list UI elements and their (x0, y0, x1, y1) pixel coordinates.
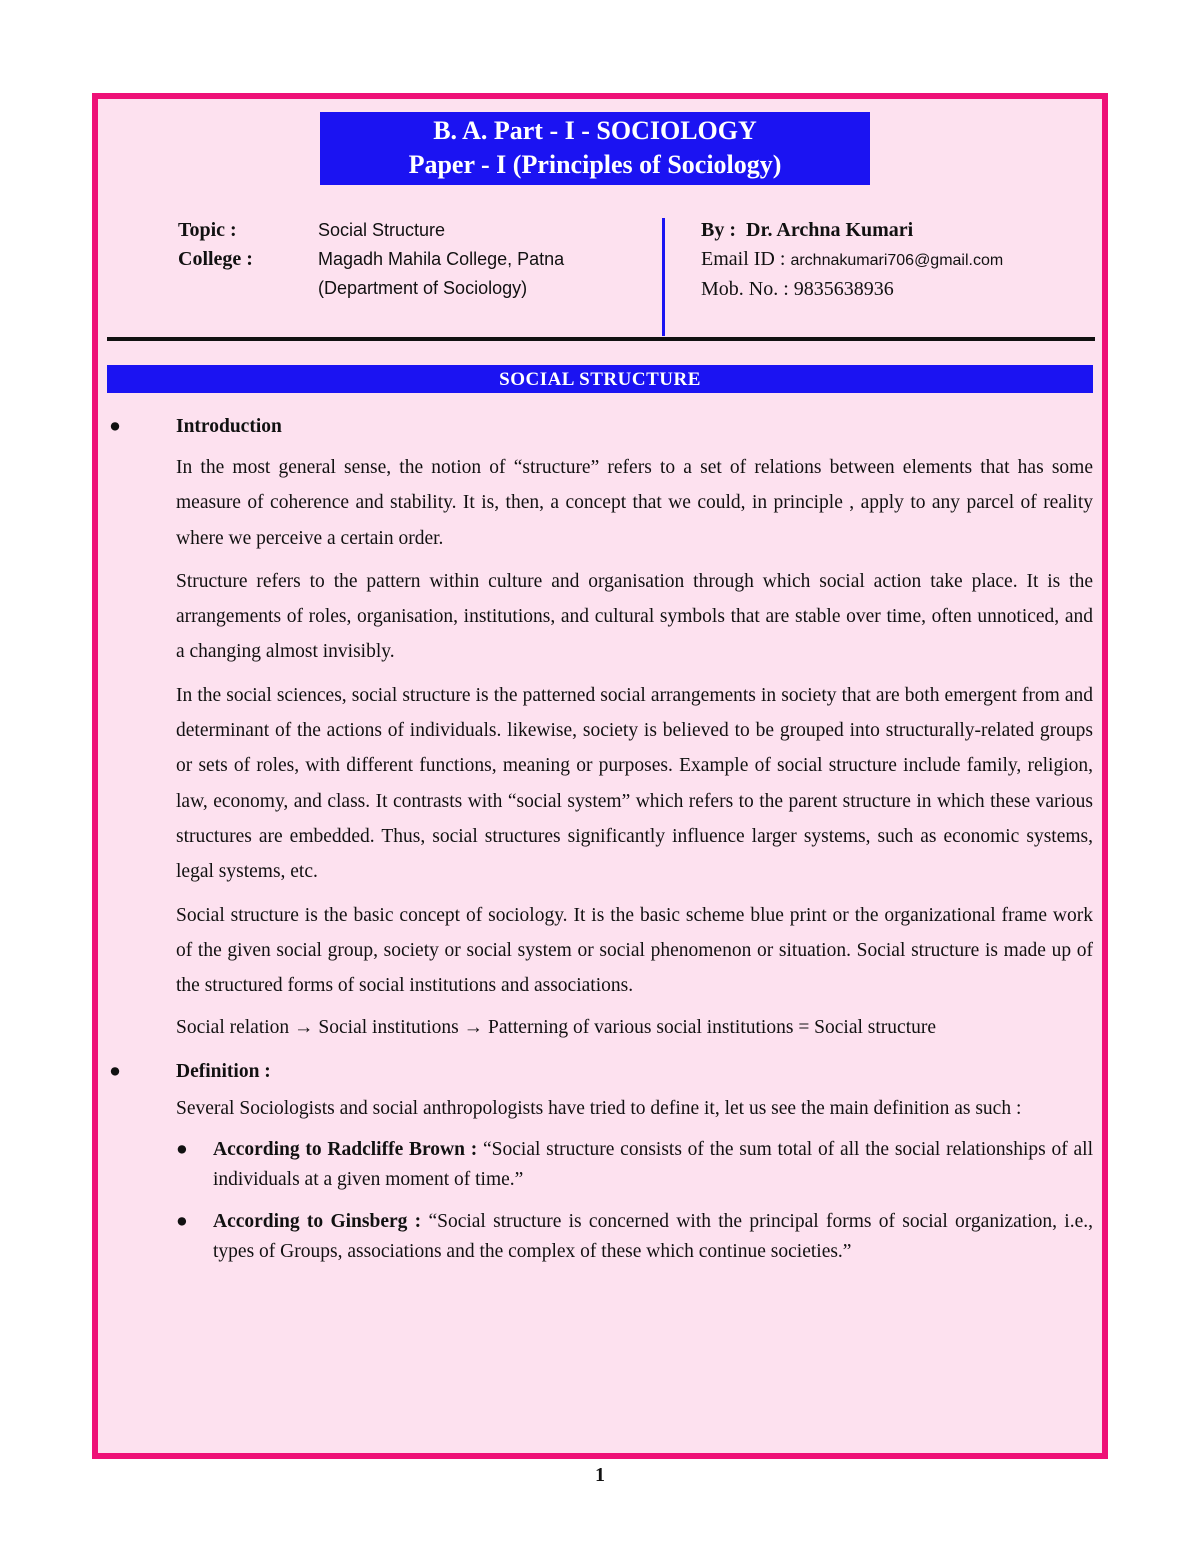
college-label: College : (178, 248, 253, 270)
definition-author: According to Radcliffe Brown : (213, 1139, 478, 1161)
introduction-heading (105, 412, 1093, 442)
definition-author: According to Ginsberg : (213, 1211, 422, 1233)
structure-flow: Social relation → Social institutions → Patterning of various social institutions = Social structure (176, 1017, 937, 1039)
by-label: By : (701, 219, 736, 241)
course-title: B. A. Part - I - SOCIOLOGY (433, 116, 757, 145)
meta-values (318, 216, 564, 303)
document-body (105, 412, 1093, 1267)
paragraph: In the social sciences, social structure is the patterned social arrangements in society that are both emergent from and determinant of the actions of individuals. likewise, society is believed to be grouped into structurally-related groups or sets of roles, with different functions, meaning or purposes. Example of social structure include family, religion, law, economy, and class. It contrasts with “social system” which refers to the parent structure in which these various structures are embedded. Thus, social structures significantly influence larger systems, such as economic systems, legal systems, etc. (176, 684, 1093, 883)
definition-text: “Social structure is concerned with the principal forms of social organization, i.e., types of Groups, associations and the complex of these which continue societies.” (213, 1211, 1093, 1263)
course-title-banner (320, 112, 870, 185)
bullet-icon: ● (176, 1211, 188, 1233)
paragraph: Several Sociologists and social anthropologists have tried to define it, let us see the main definition as such : (176, 1098, 1022, 1120)
meta-labels (178, 216, 253, 274)
definition-heading-text: Definition : (176, 1061, 271, 1083)
department-value: (Department of Sociology) (318, 278, 528, 298)
author-info (701, 216, 1003, 304)
college-value: Magadh Mahila College, Patna (318, 249, 565, 269)
paragraph: Social structure is the basic concept of sociology. It is the basic scheme blue print or the organizational frame work of the given social group, society or social system or social phenomenon or situation. Social structure is made up of the structured forms of social institutions and associations. (176, 904, 1093, 997)
topic-value: Social Structure (318, 220, 446, 240)
author-name: Dr. Archna Kumari (746, 219, 914, 241)
definition-item (176, 1135, 1093, 1195)
header-rule (107, 337, 1095, 341)
introduction-heading-text: Introduction (176, 416, 282, 437)
paragraph: Structure refers to the pattern within culture and organisation through which social action take place. It is the arrangements of roles, organisation, institutions, and cultural symbols that are stable over time, often unnoticed, and a changing almost invisibly. (176, 570, 1093, 663)
header-divider (662, 218, 665, 336)
section-title: SOCIAL STRUCTURE (107, 365, 1093, 393)
paragraph: In the most general sense, the notion of “structure” refers to a set of relations between elements that has some measure of coherence and stability. It is, then, a concept that we could, in principle , apply to any parcel of reality where we perceive a certain order. (176, 457, 1093, 549)
paper-title: Paper - I (Principles of Sociology) (408, 150, 782, 179)
bullet-icon: ● (176, 1139, 188, 1161)
page-number: 1 (595, 1464, 605, 1486)
definition-heading (105, 1057, 1093, 1087)
mob-label: Mob. No. : (701, 278, 789, 300)
topic-label: Topic : (178, 219, 237, 241)
mob-value: 9835638936 (793, 278, 894, 300)
bullet-icon: ● (109, 1061, 121, 1083)
definition-item (176, 1207, 1093, 1267)
bullet-icon: ● (109, 416, 121, 437)
email-label: Email ID : (701, 248, 786, 270)
definition-text: “Social structure consists of the sum total of all the social relationships of all individuals at a given moment of time.” (213, 1139, 1093, 1191)
email-link[interactable]: archnakumari706@gmail.com (790, 252, 1004, 269)
